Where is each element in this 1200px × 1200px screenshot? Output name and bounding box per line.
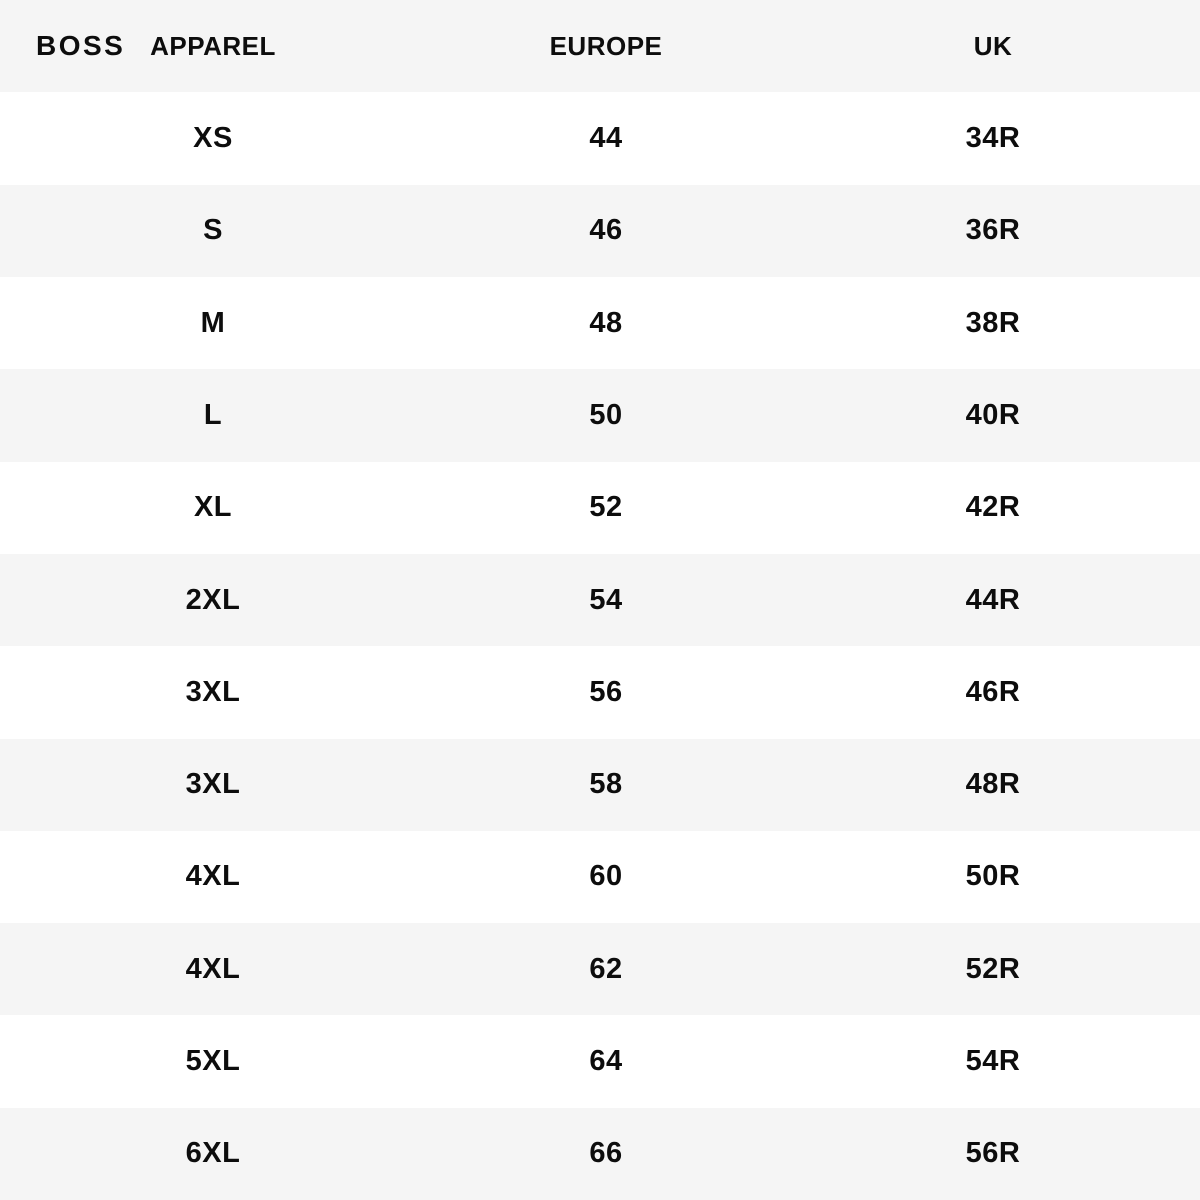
table-row: [0, 1015, 1200, 1107]
europe-size-cell: 50: [589, 398, 623, 431]
table-row: [0, 185, 1200, 277]
apparel-size-cell: 4XL: [185, 952, 241, 985]
table-row: [0, 554, 1200, 646]
apparel-size-cell: XL: [193, 491, 233, 524]
europe-size-cell: 46: [589, 214, 623, 247]
table-row: [0, 1108, 1200, 1200]
table-row: [0, 923, 1200, 1015]
apparel-size-cell: M: [200, 306, 226, 339]
table-header-row: [0, 0, 1200, 92]
column-header-apparel: APPAREL: [150, 30, 276, 61]
table-row: [0, 831, 1200, 923]
europe-size-cell: 54: [589, 583, 623, 616]
table-row: [0, 277, 1200, 369]
uk-size-cell: 48R: [965, 768, 1021, 801]
uk-size-cell: 34R: [965, 121, 1021, 154]
uk-size-cell: 54R: [965, 1045, 1021, 1078]
uk-size-cell: 50R: [965, 860, 1021, 893]
apparel-size-cell: S: [203, 214, 223, 247]
uk-size-cell: 40R: [965, 398, 1021, 431]
apparel-size-cell: 4XL: [185, 860, 241, 893]
table-row: [0, 462, 1200, 554]
apparel-size-cell: 5XL: [185, 1045, 241, 1078]
uk-header-cell: [786, 31, 1200, 62]
apparel-size-cell: XS: [193, 121, 233, 154]
uk-size-cell: 52R: [965, 952, 1021, 985]
apparel-size-cell: 6XL: [185, 1137, 241, 1170]
table-row: [0, 646, 1200, 738]
europe-size-cell: 58: [589, 768, 623, 801]
europe-size-cell: 62: [589, 952, 623, 985]
apparel-header-cell: [0, 31, 426, 62]
uk-size-cell: 46R: [965, 675, 1021, 708]
table-row: [0, 92, 1200, 184]
uk-size-cell: 38R: [965, 306, 1021, 339]
table-row: [0, 369, 1200, 461]
europe-size-cell: 64: [589, 1045, 623, 1078]
europe-size-cell: 66: [589, 1137, 623, 1170]
table-row: [0, 739, 1200, 831]
uk-size-cell: 42R: [965, 491, 1021, 524]
apparel-size-cell: L: [203, 398, 223, 431]
europe-size-cell: 48: [589, 306, 623, 339]
europe-header-cell: [426, 31, 786, 62]
europe-size-cell: 56: [589, 675, 623, 708]
uk-size-cell: 36R: [965, 214, 1021, 247]
uk-size-cell: 44R: [965, 583, 1021, 616]
europe-size-cell: 52: [589, 491, 623, 524]
europe-size-cell: 44: [589, 121, 623, 154]
apparel-size-cell: 3XL: [185, 675, 241, 708]
uk-size-cell: 56R: [965, 1137, 1021, 1170]
boss-logo: BOSS: [36, 30, 126, 62]
column-header-uk: UK: [973, 30, 1013, 61]
apparel-size-cell: 2XL: [185, 583, 241, 616]
column-header-europe: EUROPE: [549, 30, 663, 61]
europe-size-cell: 60: [589, 860, 623, 893]
apparel-size-cell: 3XL: [185, 768, 241, 801]
